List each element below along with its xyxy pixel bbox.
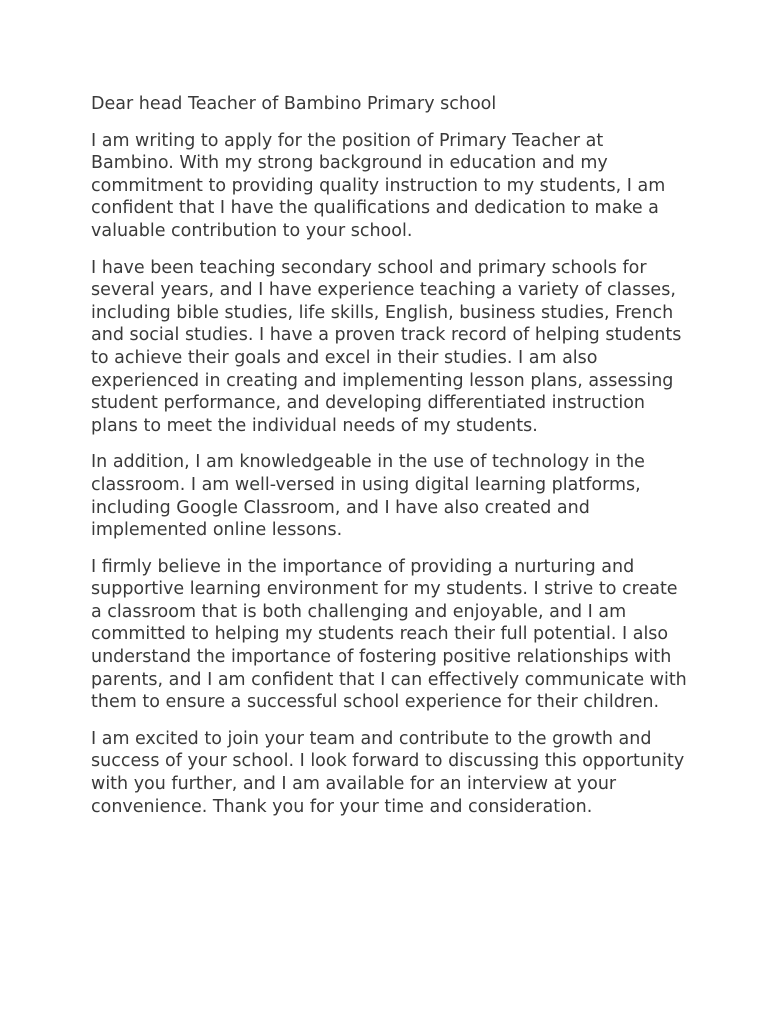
letter-salutation: Dear head Teacher of Bambino Primary school bbox=[91, 94, 497, 114]
cover-letter bbox=[91, 93, 691, 832]
letter-paragraph-3: In addition, I am knowledgeable in the use of technology in the classroom. I am well-versed in using digital learning platforms, including Google Classroom, and I have also created and implemented online lessons. bbox=[91, 452, 645, 541]
letter-paragraph-2: I have been teaching secondary school and primary schools for several years, and I have experience teaching a variety of classes, including bible studies, life skills, English, business studies, French and social studies. I have a proven track record of helping students to achieve their goals and excel in their studies. I am also experienced in creating and implementing lesson plans, assessing student performance, and developing differentiated instruction plans to meet the individual needs of my students. bbox=[91, 257, 682, 436]
letter-paragraph-4: I firmly believe in the importance of providing a nurturing and supportive learning environment for my students. I strive to create a classroom that is both challenging and enjoyable, and I am committed to helping my students reach their full potential. I also understand the importance of fostering positive relationships with parents, and I am confident that I can effectively communicate with them to ensure a successful school experience for their children. bbox=[91, 556, 687, 713]
letter-paragraph-5: I am excited to join your team and contribute to the growth and success of your school. I look forward to discussing this opportunity with you further, and I am available for an interview at your convenience. Thank you for your time and consideration. bbox=[91, 728, 685, 817]
letter-paragraph-1: I am writing to apply for the position of Primary Teacher at Bambino. With my strong background in education and my commitment to providing quality instruction to my students, I am confident that I have the qualifications and dedication to make a valuable contribution to your school. bbox=[91, 130, 666, 241]
